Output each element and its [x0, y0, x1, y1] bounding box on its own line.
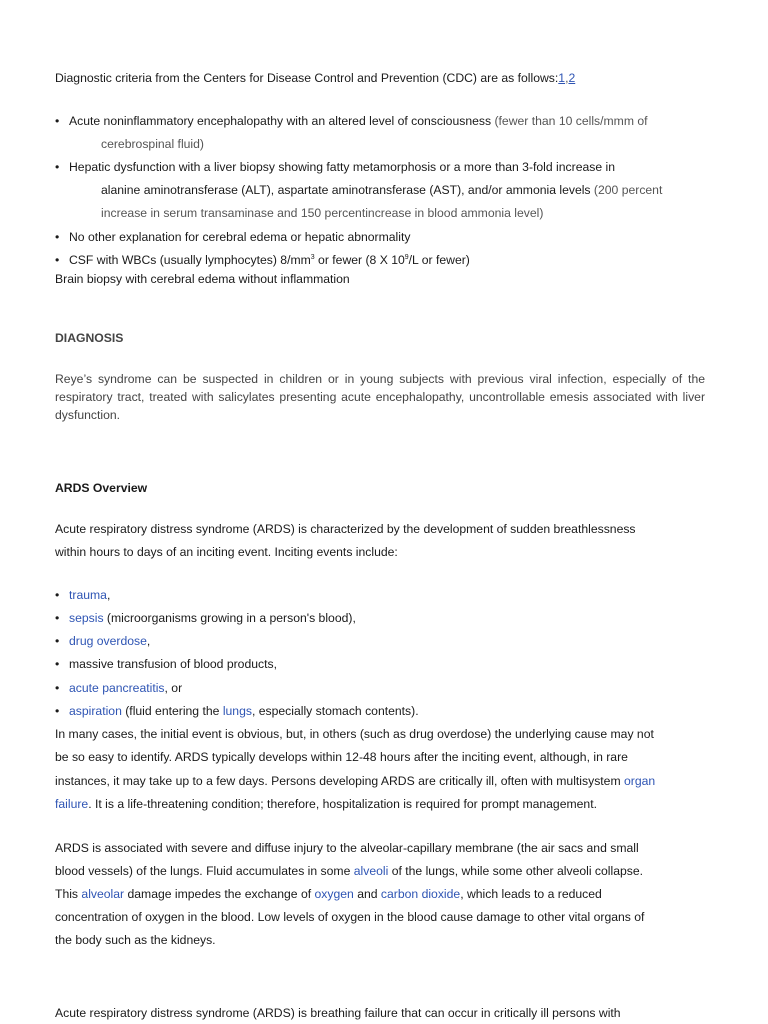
diagnosis-paragraph: Reye’s syndrome can be suspected in children or in young subjects with previous viral infection, especially of the respiratory tract, treated with salicylates presenting acute encephalopathy, uncontrollable emesis associated with liver dysfunction.: [55, 372, 705, 422]
criteria-item-continuation: cerebrospinal fluid): [101, 137, 204, 151]
ards-para2-line: concentration of oxygen in the blood. Low levels of oxygen in the blood cause damage to other vital organs of: [55, 910, 645, 924]
lungs-link[interactable]: lungs: [222, 704, 252, 718]
reference-link-2[interactable]: 2: [568, 71, 576, 85]
bullet-icon: •: [55, 588, 60, 602]
bullet-icon: •: [55, 160, 60, 174]
bullet-icon: •: [55, 253, 60, 267]
event-item: • drug overdose,: [55, 634, 151, 648]
aspiration-link[interactable]: aspiration: [69, 704, 122, 718]
ards-para1-line: be so easy to identify. ARDS typically develops within 12-48 hours after the inciting event, although, in rare: [55, 750, 628, 764]
bullet-icon: •: [55, 657, 60, 671]
trauma-link[interactable]: trauma: [69, 588, 107, 602]
ards-para1-line: instances, it may take up to a few days. Persons developing ARDS are critically ill, often with multisystem organ: [55, 774, 656, 788]
drug-overdose-link[interactable]: drug overdose: [69, 634, 147, 648]
criteria-item-continuation: alanine aminotransferase (ALT), aspartate aminotransferase (AST), and/or ammonia levels (200 percent: [101, 183, 663, 197]
ards-para2-line: blood vessels) of the lungs. Fluid accumulates in some alveoli of the lungs, while some other alveoli collapse.: [55, 864, 644, 878]
acute-pancreatitis-link[interactable]: acute pancreatitis: [69, 681, 165, 695]
ards-heading: ARDS Overview: [55, 481, 148, 495]
ards-para2-line: This alveolar damage impedes the exchange of oxygen and carbon dioxide, which leads to a reduced: [55, 887, 602, 901]
ards-para1-line: In many cases, the initial event is obvious, but, in others (such as drug overdose) the underlying cause may not: [55, 727, 654, 741]
criteria-item: • No other explanation for cerebral edema or hepatic abnormality: [55, 230, 411, 244]
carbon-dioxide-link[interactable]: carbon dioxide: [380, 887, 461, 901]
criteria-item: • CSF with WBCs (usually lymphocytes) $8/mm^3$ or fewer (8 X $10^9/L$ or fewer): [55, 253, 470, 267]
bullet-icon: •: [55, 634, 60, 648]
bullet-icon: •: [55, 114, 60, 128]
cdc-intro: [55, 70, 575, 86]
event-item: • massive transfusion of blood products,: [55, 657, 277, 671]
ards-intro-line: Acute respiratory distress syndrome (ARDS) is characterized by the development of sudden breathlessness: [55, 522, 636, 536]
bullet-icon: •: [55, 704, 60, 718]
event-item: • acute pancreatitis, or: [55, 681, 183, 695]
ards-intro-line: within hours to days of an inciting event. Inciting events include:: [55, 545, 398, 559]
ards-para2-line: the body such as the kidneys.: [55, 933, 216, 947]
ards-para2-line: ARDS is associated with severe and diffuse injury to the alveolar-capillary membrane (the air sacs and small: [55, 841, 639, 855]
diagnosis-heading: DIAGNOSIS: [55, 331, 124, 345]
sepsis-link[interactable]: sepsis: [69, 611, 104, 625]
reference-separator: ,: [565, 71, 569, 85]
bullet-icon: •: [55, 611, 60, 625]
bullet-icon: •: [55, 230, 60, 244]
event-item: • aspiration (fluid entering the lungs, especially stomach contents).: [55, 704, 419, 718]
organ-failure-link[interactable]: failure: [55, 797, 89, 811]
ards-para3-line: Acute respiratory distress syndrome (ARDS) is breathing failure that can occur in critically ill persons with: [55, 1006, 621, 1020]
event-item: • sepsis (microorganisms growing in a person's blood),: [55, 611, 356, 625]
ards-para1-line: failure. It is a life-threatening condition; therefore, hospitalization is required for prompt management.: [55, 797, 597, 811]
criteria-item-continuation: increase in serum transaminase and 150 percentincrease in blood ammonia level): [101, 206, 544, 220]
criteria-item: • Hepatic dysfunction with a liver biopsy showing fatty metamorphosis or a more than 3-fold increase in: [55, 160, 615, 174]
event-item: • trauma,: [55, 588, 111, 602]
cdc-intro-text: Diagnostic criteria from the Centers for Disease Control and Prevention (CDC) are as follows:: [55, 71, 559, 85]
organ-failure-link[interactable]: organ: [624, 774, 656, 788]
oxygen-link[interactable]: oxygen: [314, 887, 354, 901]
brain-biopsy-line: Brain biopsy with cerebral edema without inflammation: [55, 272, 350, 286]
alveolar-link[interactable]: alveolar: [81, 887, 125, 901]
criteria-item: • Acute noninflammatory encephalopathy with an altered level of consciousness (fewer than 10 cells/mmm of: [55, 114, 648, 128]
alveoli-link[interactable]: alveoli: [353, 864, 389, 878]
reference-link-1[interactable]: 1: [558, 71, 566, 85]
bullet-icon: •: [55, 681, 60, 695]
